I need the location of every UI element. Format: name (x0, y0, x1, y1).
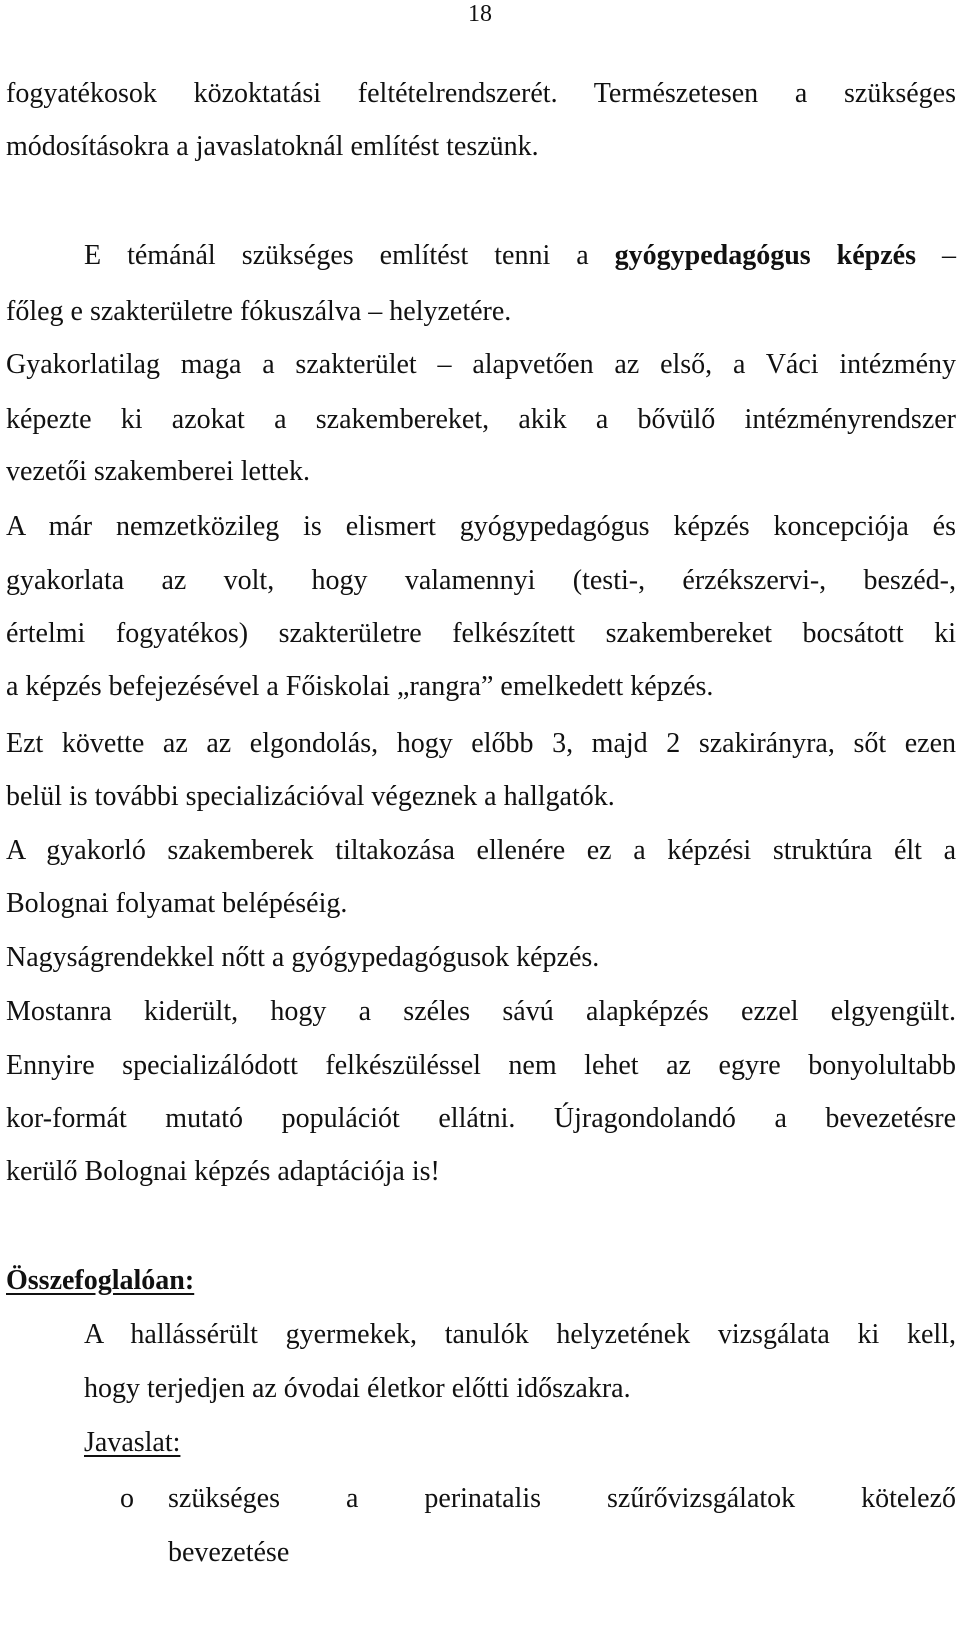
training-line-1-post: – (916, 240, 956, 271)
training-line-8: értelmi fogyatékos) szakterületre felkészített szakembereket bocsátott ki (6, 618, 956, 649)
bullet-line-2: bevezetése (168, 1537, 290, 1568)
intro-line-1: fogyatékosok közoktatási feltételrendszerét. Természetesen a szükséges (6, 78, 956, 109)
bullet-line-1: szükséges a perinatalis szűrővizsgálatok kötelező (168, 1483, 956, 1514)
training-line-4: képezte ki azokat a szakembereket, akik a bővülő intézményrendszer (6, 404, 956, 435)
bullet-marker: o (120, 1483, 134, 1514)
training-line-1 (84, 239, 956, 273)
training-highlight: gyógypedagógus képzés (614, 240, 917, 271)
intro-line-2: módosításokra a javaslatoknál említést teszünk. (6, 131, 539, 162)
training-line-6: A már nemzetközileg is elismert gyógypedagógus képzés koncepciója és (6, 511, 956, 542)
training-line-17: kor-formát mutató populációt ellátni. Újragondolandó a bevezetésre (6, 1103, 956, 1134)
training-line-13: Bolognai folyamat belépéséig. (6, 888, 348, 919)
training-line-5: vezetői szakemberei lettek. (6, 456, 310, 487)
training-line-16: Ennyire specializálódott felkészüléssel nem lehet az egyre bonyolultabb (6, 1050, 956, 1081)
page-number: 18 (468, 1, 492, 27)
training-line-7: gyakorlata az volt, hogy valamennyi (testi-, érzékszervi-, beszéd-, (6, 565, 956, 596)
training-line-9: a képzés befejezésével a Főiskolai „rangra” emelkedett képzés. (6, 671, 714, 702)
summary-line-2: hogy terjedjen az óvodai életkor előtti időszakra. (84, 1373, 631, 1404)
training-line-3: Gyakorlatilag maga a szakterület – alapvetően az első, a Váci intézmény (6, 349, 956, 380)
training-line-18: kerülő Bolognai képzés adaptációja is! (6, 1156, 440, 1187)
training-line-1-pre: E témánál szükséges említést tenni a (84, 240, 615, 271)
proposal-label: Javaslat: (84, 1427, 181, 1458)
summary-heading: Összefoglalóan: (6, 1265, 195, 1296)
training-line-12: A gyakorló szakemberek tiltakozása ellenére ez a képzési struktúra élt a (6, 835, 956, 866)
training-line-11: belül is további specializációval végeznek a hallgatók. (6, 781, 615, 812)
summary-line-1: A hallássérült gyermekek, tanulók helyzetének vizsgálata ki kell, (84, 1319, 956, 1350)
training-line-15: Mostanra kiderült, hogy a széles sávú alapképzés ezzel elgyengült. (6, 996, 956, 1027)
training-line-10: Ezt követte az az elgondolás, hogy előbb 3, majd 2 szakirányra, sőt ezen (6, 728, 956, 759)
training-line-14: Nagyságrendekkel nőtt a gyógypedagógusok képzés. (6, 942, 600, 973)
training-line-2: főleg e szakterületre fókuszálva – helyzetére. (6, 296, 512, 327)
